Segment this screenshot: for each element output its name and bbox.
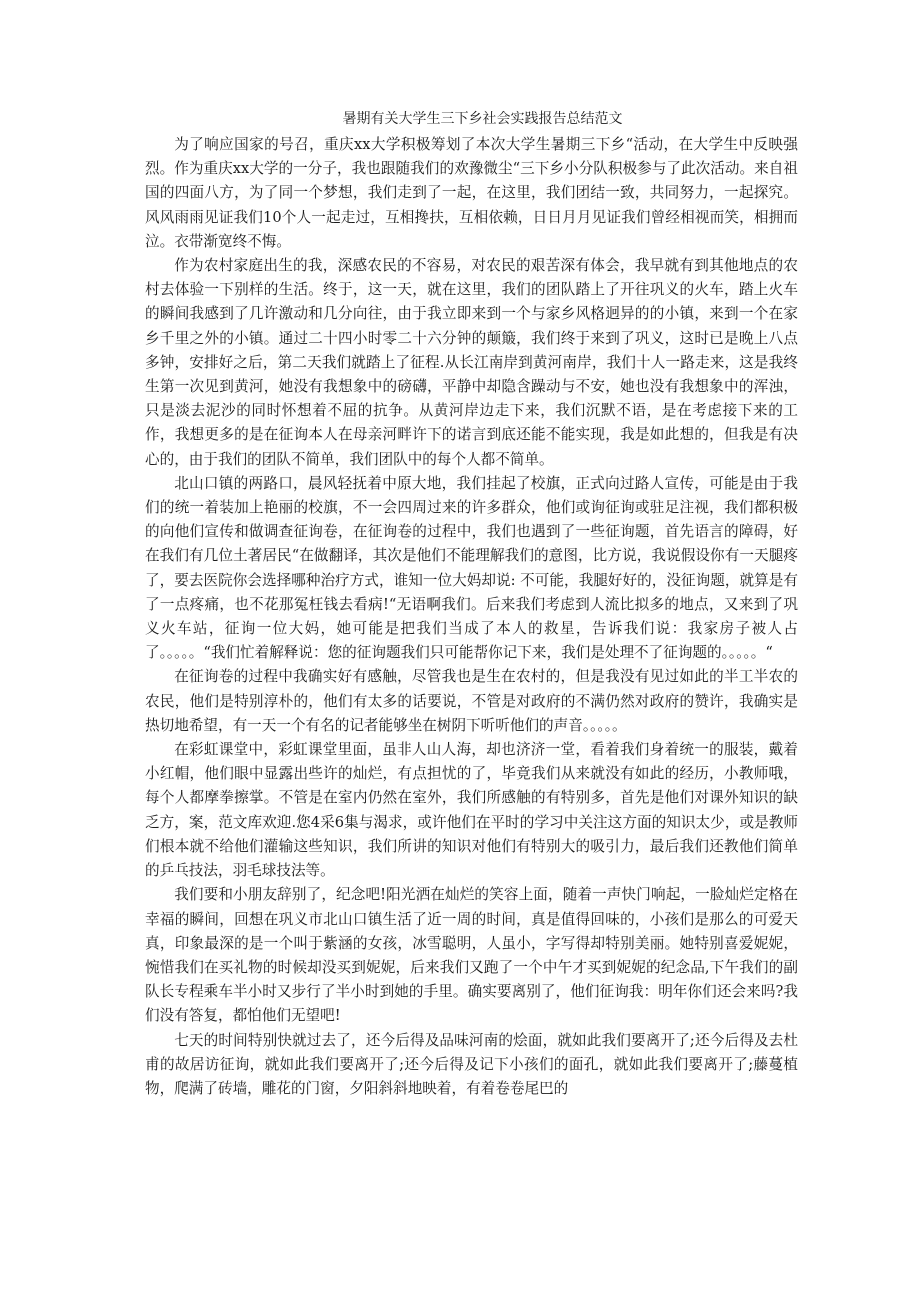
paragraph: 作为农村家庭出生的我，深感农民的不容易，对农民的艰苦深有体会，我早就有到其他地点的农村去体验一下别样的生活。终于，这一天，就在这里，我们的团队踏上了开往巩义的火车，踏上火车的瞬间我感到了几许激动和几分向往，由于我立即来到一个与家乡风格迥异的的小镇，来到一个在家乡千里之外的小镇。通过二十四小时零二十六分钟的颠簸，我们终于来到了巩义，这时已是晚上八点多钟，安排好之后，第二天我们就踏上了征程.从长江南岸到黄河南岸，我们十人一路走来，这是我终生第一次见到黄河，她没有我想象中的磅礴，平静中却隐含躁动与不安，她也没有我想象中的浑浊，只是淡去泥沙的同时怀想着不屈的抗争。从黄河岸边走下来，我们沉默不语，是在考虑接下来的工作，我想更多的是在征询本人在母亲河畔许下的诺言到底还能不能实现，我是如此想的，但我是有决心的，由于我们的团队不简单，我们团队中的每个人都不简单。	[145, 257, 798, 468]
paragraph: 在彩虹课堂中，彩虹课堂里面，虽非人山人海，却也济济一堂，看着我们身着统一的服装，戴着小红帽，他们眼中显露出些许的灿烂，有点担忧的了，毕竟我们从来就没有如此的经历，小教师哦，每个人都摩拳擦掌。不管是在室内仍然在室外，我们所感触的有特别多，首先是他们对课外知识的缺乏方，案，范文库欢迎.您4采6集与渴求，或许他们在平时的学习中关注这方面的知识太少，或是教师们根本就不给他们灌输这些知识，我们所讲的知识对他们有特别大的吸引力，最后我们还教他们简单的乒乓技法，羽毛球技法等。	[145, 741, 798, 880]
document-page	[145, 108, 798, 1101]
paragraph: 在征询卷的过程中我确实好有感触，尽管我也是生在农村的，但是我没有见过如此的半工半农的农民，他们是特别淳朴的，他们有太多的话要说，不管是对政府的不满仍然对政府的赞许，我确实是热切地希望，有一天一个有名的记者能够坐在树阴下听听他们的声音。。。。。	[145, 668, 798, 734]
paragraph: 七天的时间特别快就过去了，还今后得及品味河南的烩面，就如此我们要离开了;还今后得及去杜甫的故居访征询，就如此我们要离开了;还今后得及记下小孩们的面孔，就如此我们要离开了;藤蔓植物，爬满了砖墙，雕花的门窗，夕阳斜斜地映着，有着卷卷尾巴的	[145, 1031, 798, 1097]
paragraph: 为了响应国家的号召，重庆xx大学积极筹划了本次大学生暑期三下乡“活动，在大学生中反映强烈。作为重庆xx大学的一分子，我也跟随我们的欢豫微尘“三下乡小分队积极参与了此次活动。来自祖国的四面八方，为了同一个梦想，我们走到了一起，在这里，我们团结一致，共同努力，一起探究。风风雨雨见证我们10个人一起走过，互相搀扶，互相依赖，日日月月见证我们曾经相视而笑，相拥而泣。衣带渐宽终不悔。	[145, 136, 798, 250]
document-title: 暑期有关大学生三下乡社会实践报告总结范文	[342, 111, 623, 127]
paragraph: 北山口镇的两路口，晨风轻抚着中原大地，我们挂起了校旗，正式向过路人宣传，可能是由于我们的统一着装加上艳丽的校旗，不一会四周过来的许多群众，他们或询征询或驻足注视，我们都积极的向他们宣传和做调查征询卷，在征询卷的过程中，我们也遇到了一些征询题，首先语言的障碍，好在我们有几位土著居民“在做翻译，其次是他们不能理解我们的意图，比方说，我说假设你有一天腿疼了，要去医院你会选择哪种治疗方式，谁知一位大妈却说: 不可能，我腿好好的，没征询题，就算是有了一点疼痛，也不花那冤枉钱去看病!“无语啊我们。后来我们考虑到人流比拟多的地点，又来到了巩义火车站，征询一位大妈，她可能是把我们当成了本人的救星，告诉我们说：我家房子被人占了。。。。。“我们忙着解释说：您的征询题我们只可能帮你记下来，我们是处理不了征询题的。。。。。“	[145, 474, 798, 662]
paragraph: 我们要和小朋友辞别了，纪念吧!阳光洒在灿烂的笑容上面，随着一声快门响起，一脸灿烂定格在幸福的瞬间，回想在巩义市北山口镇生活了近一周的时间，真是值得回味的，小孩们是那么的可爱天真，印象最深的是一个叫于紫涵的女孩，冰雪聪明，人虽小，字写得却特别美丽。她特别喜爱妮妮，惋惜我们在买礼物的时候却没买到妮妮，后来我们又跑了一个中午才买到妮妮的纪念品,下午我们的副队长专程乘车半小时又步行了半小时到她的手里。确实要离别了，他们征询我：明年你们还会来吗?我们没有答复，都怕他们无望吧!	[145, 886, 798, 1025]
